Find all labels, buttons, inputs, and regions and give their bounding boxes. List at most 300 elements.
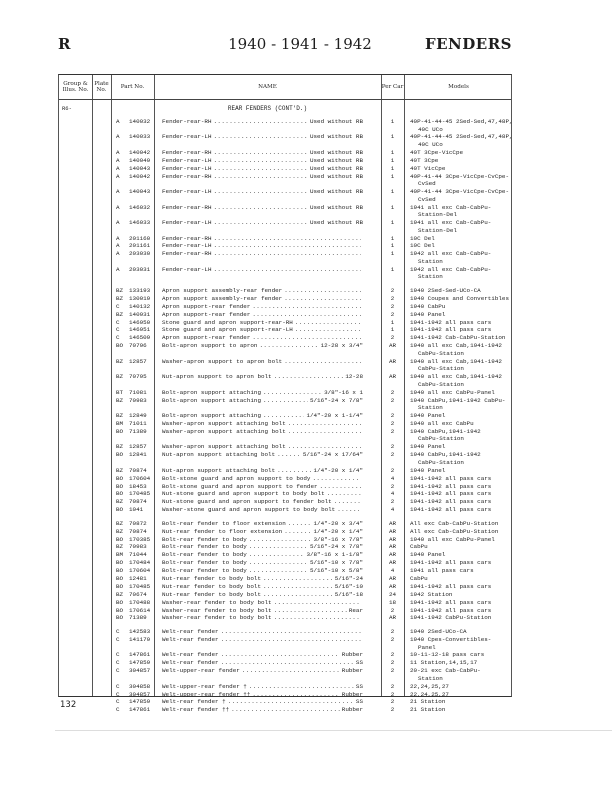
part-name: Nut-rear fender to body bolt (162, 590, 261, 598)
per-car: AR (388, 527, 397, 535)
part-name-cell (162, 219, 363, 227)
part-number: 71081 (129, 388, 147, 396)
model-line: CabPu-Station (418, 365, 464, 373)
per-car: 18 (388, 598, 397, 606)
part-name: Bolt-rear fender to body (162, 543, 247, 551)
part-prefix: A (116, 156, 120, 164)
table-row (59, 188, 513, 203)
part-prefix: BZ (116, 294, 124, 302)
model-line: Station-Del (418, 226, 457, 234)
part-number: 147859 (129, 698, 151, 706)
part-number: 304857 (129, 667, 151, 675)
dot-leader (252, 691, 339, 699)
section-letter: R (58, 35, 71, 53)
part-name: Bolt-stone guard and apron support to body (162, 474, 311, 482)
model-line: All exc Cab-CabPu-Station (410, 527, 499, 535)
part-number: 140043 (129, 164, 151, 172)
models-cell (410, 607, 513, 615)
per-car: 1 (390, 203, 395, 211)
part-name: Fender-rear-LH (162, 188, 212, 196)
part-name-cell (162, 536, 363, 544)
table-row (59, 528, 513, 536)
part-name: Bolt-stone guard and apron support to fender (162, 482, 318, 490)
models-cell (410, 451, 513, 466)
model-line: 1940 Panel (410, 551, 446, 559)
part-spec: SS (355, 698, 363, 706)
models-cell (410, 303, 513, 311)
models-cell (410, 536, 513, 544)
dot-leader (214, 173, 308, 181)
part-name: Nut-apron support attaching bolt (162, 451, 276, 459)
part-prefix: BO (116, 427, 124, 435)
part-prefix: A (116, 172, 120, 180)
per-car: 2 (390, 482, 395, 490)
model-line: 1942 all exc Cab-CabPu- (410, 265, 492, 273)
part-name-cell (162, 698, 363, 706)
part-number: 12481 (129, 575, 147, 583)
section-title: REAR FENDERS (CONT'D.) (227, 105, 308, 112)
part-number: 146951 (129, 326, 151, 334)
dot-leader (249, 543, 308, 551)
table-row (59, 698, 513, 706)
part-spec: 12-28 x 3/4" (320, 342, 363, 350)
table-row (59, 235, 513, 243)
dot-leader (274, 599, 361, 607)
per-car: 1 (390, 133, 395, 141)
part-spec: 5/16"-24 x 7/8" (309, 543, 363, 551)
models-cell (410, 204, 513, 219)
model-line: 1940 all exc CabPu-Panel (410, 388, 495, 396)
model-line: 40C UCo (418, 125, 443, 133)
table-row (59, 250, 513, 265)
per-car: 2 (390, 443, 395, 451)
model-line: 1941-1942 all pass cars (410, 490, 492, 498)
per-car: 1 (390, 172, 395, 180)
per-car: 2 (390, 635, 395, 643)
part-number: 71389 (129, 614, 147, 622)
per-car: 2 (390, 682, 395, 690)
part-name-cell (162, 173, 363, 181)
header-plate: Plate No. (94, 81, 109, 93)
models-cell (410, 706, 513, 714)
model-line: 1940 Coupes and Convertibles (410, 294, 509, 302)
part-number: 203030 (129, 250, 151, 258)
model-line: 1940 Panel (410, 412, 446, 420)
per-car: 1 (390, 318, 395, 326)
table-row (59, 607, 513, 615)
model-line: Station (418, 404, 443, 412)
per-car: AR (388, 543, 397, 551)
per-car: 4 (390, 567, 395, 575)
model-line: 1940 2Sed-UCo-CA (410, 628, 467, 636)
table-block (59, 287, 513, 514)
models-cell (410, 311, 513, 319)
part-number: 170485 (129, 490, 151, 498)
per-car: 1 (390, 234, 395, 242)
model-line: 1941-1942 all pass cars (410, 598, 492, 606)
part-prefix: BO (116, 482, 124, 490)
model-line: Panel (418, 643, 436, 651)
part-name: Welt-upper-rear fender (162, 667, 240, 675)
part-spec: SS (355, 659, 363, 667)
dot-leader (252, 311, 361, 319)
part-prefix: BO (116, 474, 124, 482)
part-name: Fender-rear-LH (162, 265, 212, 273)
dot-leader (214, 204, 308, 212)
part-number: 146032 (129, 203, 151, 211)
part-name: Nut-rear fender to body bolt (162, 582, 261, 590)
part-name: Washer-rear fender to body bolt (162, 614, 272, 622)
table-row (59, 651, 513, 659)
part-prefix: BZ (116, 519, 124, 527)
models-cell (410, 219, 513, 234)
part-prefix: C (116, 659, 120, 667)
table-row (59, 428, 513, 443)
dot-leader (274, 614, 361, 622)
part-number: 146509 (129, 334, 151, 342)
table-row (59, 451, 513, 466)
models-cell (410, 583, 513, 591)
models-cell (410, 636, 513, 651)
part-prefix: BZ (116, 412, 124, 420)
part-name-cell (162, 451, 363, 459)
part-name: Bolt-rear fender to body (162, 535, 247, 543)
part-number: 170488 (129, 598, 151, 606)
part-prefix: BM (116, 419, 124, 427)
part-number: 70983 (129, 543, 147, 551)
part-name-cell (162, 204, 363, 212)
part-name: Bolt-rear fender to body (162, 559, 247, 567)
part-number: 71389 (129, 427, 147, 435)
part-spec: 1/4"-20 x 3/4" (313, 519, 363, 527)
model-line: 1940 all exc CabPu-Panel (410, 535, 495, 543)
part-name-cell (162, 706, 363, 714)
part-name-cell (162, 389, 363, 397)
table-row (59, 173, 513, 188)
models-cell (410, 475, 513, 483)
table-row (59, 583, 513, 591)
model-line: CabPu-Station (418, 458, 464, 466)
models-cell (410, 483, 513, 491)
per-car: AR (388, 535, 397, 543)
model-line: 21 Station (410, 706, 446, 714)
model-line: Station-Del (418, 211, 457, 219)
table-row (59, 242, 513, 250)
models-cell (410, 373, 513, 388)
part-prefix: BO (116, 598, 124, 606)
part-number: 70874 (129, 466, 147, 474)
header-group: Group & Illus. No. (62, 81, 89, 93)
part-name-cell (162, 614, 363, 622)
models-cell (410, 520, 513, 528)
part-spec: Rubber (341, 690, 363, 698)
dot-leader (214, 250, 362, 258)
model-line: 20-21 exc Cab-CabPu- (410, 667, 481, 675)
part-name: Fender-rear-RH (162, 234, 212, 242)
part-number: 304858 (129, 682, 151, 690)
table-row (59, 219, 513, 234)
part-spec: 5/16"-18 (334, 590, 363, 598)
model-line: 10-11-12-18 pass cars (410, 651, 485, 659)
per-car: 2 (390, 451, 395, 459)
part-name: Fender-rear-LH (162, 242, 212, 250)
table-row (59, 389, 513, 397)
model-line: CabPu-Station (418, 435, 464, 443)
per-car: 2 (390, 651, 395, 659)
header-models: Models (448, 84, 469, 90)
part-name-cell (162, 165, 363, 173)
scan-edge (55, 730, 612, 731)
table-row (59, 157, 513, 165)
dot-leader (214, 133, 308, 141)
model-line: All exc Cab-CabPu-Station (410, 519, 499, 527)
dot-leader (249, 536, 312, 544)
part-prefix: A (116, 118, 120, 125)
per-car: 4 (390, 490, 395, 498)
model-line: 1940 all exc CabPu (410, 419, 474, 427)
model-line: CabPu (410, 543, 428, 551)
per-car: 1 (390, 326, 395, 334)
part-prefix: BO (116, 559, 124, 567)
model-line: 11 Station,14,15,17 (410, 659, 478, 667)
part-prefix: BZ (116, 287, 124, 295)
dot-leader (242, 667, 340, 675)
model-line: 1942 all exc Cab-CabPu- (410, 250, 492, 258)
part-name: Bolt-rear fender to floor extension (162, 519, 286, 527)
part-name: Washer-rear fender to body bolt (162, 598, 272, 606)
model-line: CvSed (418, 195, 436, 203)
part-prefix: A (116, 133, 120, 141)
part-name-cell (162, 467, 363, 475)
part-number: 140033 (129, 133, 151, 141)
dot-leader (221, 659, 354, 667)
part-prefix: BT (116, 388, 124, 396)
part-name: Washer-apron support attaching bolt (162, 443, 286, 451)
table-row (59, 614, 513, 622)
part-prefix: BZ (116, 396, 124, 404)
dot-leader (214, 157, 308, 165)
dot-leader (288, 428, 361, 436)
part-spec: 5/16"-10 x 5/8" (309, 567, 363, 575)
model-line: 1940 2Sed-Sed-UCo-CA (410, 287, 481, 295)
model-line: 40P-41-44 3Cpe-VicCpe-CvCpe- (410, 188, 509, 196)
per-car: 2 (390, 302, 395, 310)
part-name: Nut-stone guard and apron support to fender bolt (162, 498, 332, 506)
part-number: 12841 (129, 451, 147, 459)
model-line: 1941-1942 all pass cars (410, 326, 492, 334)
part-name: Washer-rear fender to body bolt (162, 606, 272, 614)
table-row (59, 591, 513, 599)
part-prefix: BZ (116, 527, 124, 535)
per-car: AR (388, 551, 397, 559)
dot-leader (221, 636, 361, 644)
models-cell (410, 295, 513, 303)
models-cell (410, 420, 513, 428)
part-name: Welt-upper-rear fender † (162, 682, 247, 690)
models-cell (410, 591, 513, 599)
part-name-cell (162, 520, 363, 528)
dot-leader (295, 326, 361, 334)
models-cell (410, 667, 513, 682)
models-cell (410, 250, 513, 265)
models-cell (410, 389, 513, 397)
part-prefix: BZ (116, 466, 124, 474)
dot-leader (249, 559, 308, 567)
table-row (59, 358, 513, 373)
models-cell (410, 543, 513, 551)
per-car: 1 (390, 148, 395, 156)
table-row (59, 342, 513, 357)
table-row (59, 667, 513, 682)
dot-leader (249, 567, 308, 575)
models-cell (410, 118, 513, 133)
part-name: Nut-rear fender to body bolt (162, 575, 261, 583)
model-line: 40P-41-44 3Cpe-VicCpe-CvCpe- (410, 172, 509, 180)
part-prefix: A (116, 234, 120, 242)
part-prefix: C (116, 698, 120, 706)
part-number: 170614 (129, 606, 151, 614)
models-cell (410, 567, 513, 575)
part-number: 140049 (129, 156, 151, 164)
model-line: 1941-1942 all pass cars (410, 474, 492, 482)
table-row (59, 133, 513, 148)
models-cell (410, 165, 513, 173)
dot-leader (288, 520, 312, 528)
part-name: Welt-rear fender (162, 651, 219, 659)
part-name: Apron support-rear fender (162, 334, 251, 342)
part-spec: Used without RB (309, 156, 363, 164)
model-line: 1940 all exc Cab,1941-1942 (410, 342, 502, 350)
part-name: Fender-rear-LH (162, 156, 212, 164)
part-name: Bolt-apron support attaching (162, 396, 261, 404)
part-prefix: A (116, 164, 120, 172)
dot-leader (214, 118, 308, 126)
part-name-cell (162, 498, 363, 506)
part-number: 71011 (129, 419, 147, 427)
models-cell (410, 551, 513, 559)
model-line: 40P-41-44-45 2Sed-Sed,47,48P, (410, 133, 513, 141)
table-row (59, 373, 513, 388)
part-name-cell (162, 133, 363, 141)
part-name-cell (162, 528, 363, 536)
part-number: 12857 (129, 357, 147, 365)
part-name: Fender-rear-RH (162, 172, 212, 180)
part-prefix: C (116, 326, 120, 334)
part-number: 146033 (129, 219, 151, 227)
part-name: Welt-rear fender †† (162, 706, 230, 714)
per-car: 2 (390, 334, 395, 342)
table-row (59, 599, 513, 607)
table-row (59, 536, 513, 544)
dot-leader (337, 506, 361, 514)
part-number: 70872 (129, 519, 147, 527)
per-car: 2 (390, 412, 395, 420)
models-cell (410, 498, 513, 506)
model-line: 1941-1942 all pass cars (410, 318, 492, 326)
per-car: 24 (388, 590, 397, 598)
header-per-car: Per Car (381, 84, 404, 90)
per-car: 2 (390, 419, 395, 427)
part-number: 147861 (129, 651, 151, 659)
models-cell (410, 235, 513, 243)
part-number: 140032 (129, 118, 151, 125)
part-number: 71044 (129, 551, 147, 559)
part-name: Apron support-rear fender (162, 310, 251, 318)
per-car: 2 (390, 698, 395, 706)
models-cell (410, 659, 513, 667)
part-name-cell (162, 342, 363, 350)
table-row (59, 706, 513, 714)
dot-leader (214, 242, 362, 250)
table-row (59, 149, 513, 157)
part-name-cell (162, 567, 363, 575)
part-prefix: A (116, 242, 120, 250)
per-car: 2 (390, 659, 395, 667)
model-line: 40C UCo (418, 141, 443, 149)
dot-leader (252, 334, 361, 342)
part-spec: Rubber (341, 667, 363, 675)
part-name-cell (162, 373, 363, 381)
model-line: 10C Del (410, 234, 435, 242)
part-number: 70796 (129, 342, 147, 350)
part-name-cell (162, 483, 363, 491)
models-cell (410, 443, 513, 451)
model-line: 1940 Panel (410, 443, 446, 451)
model-line: 1941-1942 Cab-CabPu-Station (410, 334, 506, 342)
per-car: 1 (390, 265, 395, 273)
part-prefix: BO (116, 582, 124, 590)
part-name-cell (162, 575, 363, 583)
part-number: 70874 (129, 527, 147, 535)
table-row (59, 551, 513, 559)
table-row (59, 397, 513, 412)
model-line: 1940 all exc Cab,1941-1942 (410, 373, 502, 381)
part-number: 147861 (129, 706, 151, 714)
part-name: Washer-apron support attaching bolt (162, 427, 286, 435)
model-line: 1940 CabPu,1941-1942 (410, 451, 481, 459)
part-number: 140043 (129, 188, 151, 196)
part-name-cell (162, 583, 363, 591)
part-prefix: A (116, 219, 120, 227)
part-name-cell (162, 591, 363, 599)
table-row (59, 543, 513, 551)
part-prefix: C (116, 302, 120, 310)
part-name: Bolt-apron support to apron (162, 342, 258, 350)
part-prefix: BO (116, 506, 124, 514)
model-line: 1941-1942 all pass cars (410, 506, 492, 514)
part-prefix: BO (116, 451, 124, 459)
per-car: 2 (390, 294, 395, 302)
dot-leader (263, 583, 333, 591)
models-cell (410, 133, 513, 148)
models-cell (410, 683, 513, 691)
part-name-cell (162, 319, 363, 327)
part-name-cell (162, 242, 363, 250)
part-name: Nut-apron support attaching bolt (162, 466, 276, 474)
part-spec: 5/16"-10 x 7/8" (309, 559, 363, 567)
dot-leader (263, 412, 304, 420)
part-name: Washer-apron support attaching bolt (162, 419, 286, 427)
part-spec: 3/8"-16 x 1 (324, 388, 363, 396)
table-row (59, 311, 513, 319)
part-spec: 5/16"-24 x 7/8" (309, 396, 363, 404)
part-number: 170385 (129, 535, 151, 543)
table-row (59, 636, 513, 651)
dot-leader (263, 575, 333, 583)
part-name-cell (162, 443, 363, 451)
part-name-cell (162, 295, 363, 303)
part-name-cell (162, 420, 363, 428)
